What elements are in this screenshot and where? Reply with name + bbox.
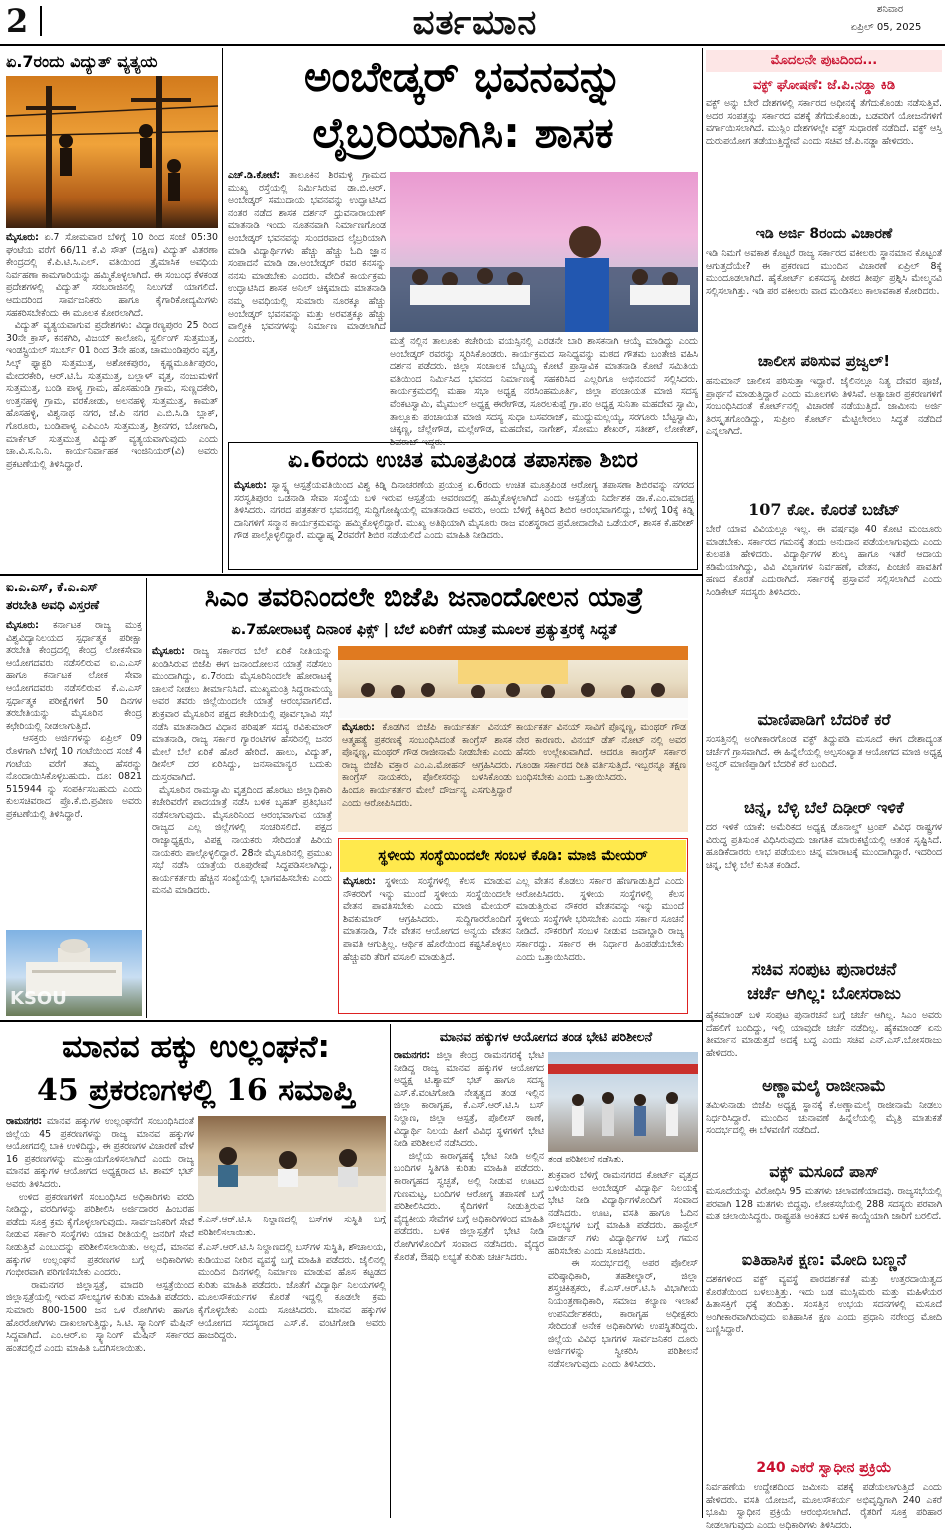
right-s9-body: ಮಸೂದೆಯನ್ನು ವಿರೋಧಿಸಿ 95 ಮತಗಳು ಚಲಾವಣೆಯಾದವು. ರಾಜ್ಯಸಭೆಯಲ್ಲಿ ಪರವಾಗಿ 128 ಮತಗಳು ಬಿದ್ದವು. ಲೋಕಸಭೆಯಲ್ಲಿ 288 ಸದಸ್ಯರು ಪರವಾಗಿ ಮತ ಚಲಾಯಿಸಿದ್ದರು. ರಾಷ್ಟ್ರಪತಿ ಅಂಕಿತದ ಬಳಿಕ ಕಾಯ್ದೆಯಾಗಿ ಜಾರಿಗೆ ಬರಲಿದೆ. xyxy=(706,1186,942,1223)
mayor-col2: ಎಲ್ಲ ವೇತನ ಕೊಡಲು ಸರ್ಕಾರ ಹೆಣಗಾಡುತ್ತಿದೆ ಎಂದು ಆರೋಪಿಸಿದರು. ಸ್ಥಳೀಯ ಸಂಸ್ಥೆಗಳಲ್ಲಿ ಕೆಲಸ ಮಾಡುತ್ತಿರುವ ನೌಕರರ ವೇತನವನ್ನು ಇನ್ನು ಮುಂದೆ ಸ್ಥಳೀಯ ಸಂಸ್ಥೆಗಳೇ ಭರಿಸಬೇಕು ಎಂದು ಸರ್ಕಾರ ಸೂಚನೆ ನೀಡಿದೆ. ನೌಕರರಿಗೆ ಸಂಬಳ ನೀಡುವ ಜವಾಬ್ದಾರಿ ರಾಜ್ಯ ಸರ್ಕಾರದ್ದು. ಸರ್ಕಾರ ಈ ನಿರ್ಧಾರ ಹಿಂಪಡೆಯಬೇಕು ಎಂದು ಒತ್ತಾಯಿಸಿದರು. xyxy=(516,876,684,963)
lead-col2: ಮತ್ತೆ ನಲ್ಲಿನ ತಾಲೂಕು ಕಚೇರಿಯ ವಯಸ್ಸಿನಲ್ಲಿ ಎರಡನೇ ಬಾರಿ ಶಾಸಕನಾಗಿ ಆಯ್ಕೆ ಮಾಡಿದ್ದು ಎಂದು ಅಂಬೇಡ್ಕರ್ ರವರನ್ನು ಸ್ಮರಿಸಿಕೊಂಡರು. ಕಾರ್ಯಕ್ರಮದ ಸಾನಿಧ್ಯವನ್ನು ಮಠದ ಗೌತಮ ಬಂತೇಜಿ ವಹಿಸಿ ದರ್ಶನ ಪಡೆದರು. ಜಿಲ್ಲಾ ಸಂಚಾಲಕ ಬೆಟ್ಟಯ್ಯ ಕೋಟೆ ಪ್ರಾಸ್ತಾವಿಕ ಮಾತನಾಡಿ ಕೋಟೆ ಸಮಿತಿಯ ವತಿಯಿಂದ ನಿರ್ಮಿಸಿದ ಭವನದ ನಿರ್ಮಾಣಕ್ಕೆ ಸಹಕರಿಸಿದ ಎಲ್ಲರಿಗೂ ಅಭಿನಂದನೆ ಸಲ್ಲಿಸಿದರು. ಕಾರ್ಯಕ್ರಮದಲ್ಲಿ ಮಹಾ ಸಭಾ ಅಧ್ಯಕ್ಷ ನರಸಿಂಹಮೂರ್ತಿ, ಜಿಲ್ಲಾ ಪಂಚಾಯತ ಮಾಜಿ ಸದಸ್ಯ ವೆಂಕಟಸ್ವಾಮಿ, ಮೈಮುಲ್ ಅಧ್ಯಕ್ಷ ಈರೇಗೌಡ, ಸೂರಲಕುಪ್ಪೆ ಗ್ರಾ.ಪಂ ಅಧ್ಯಕ್ಷ ಸುನಿತಾ ಮಹದೇವ ಸ್ವಾಮಿ, ತಾಲ್ಲೂಕು ಪಂಚಾಯತ ಮಾಜಿ ಸದಸ್ಯ ಸುಧಾ ಬಸವರಾಜ್, ಮುದ್ದುಮಲ್ಲಯ್ಯ, ಸರಗೂರು ಬೆಟ್ಟಸ್ವಾಮಿ, ಚಿಕ್ಕಣ್ಣ, ಚೆಲ್ಲೇಗೌಡ, ಮಲ್ಲೇಗೌಡ, ಮಹದೇವ, ನಾಗೇಶ್, ಸೋಮು ಶೇಖರ್, ಸತೀಶ್, ಲೋಕೇಶ್, ಶಿವರಾಜ್ ಇದ್ದರು. xyxy=(390,336,698,448)
ias-head-line1: ಐ.ಎ.ಎಸ್, ಕೆ.ಎ.ಎಸ್ xyxy=(6,580,98,594)
bjp-caption-col1: ಮೈಸೂರು: ಕೊಡಗಿನ ಬಿಜೆಪಿ ಕಾರ್ಯಕರ್ತ ವಿನಯ್ ಆತ್ಮಹತ್ಯೆ ಪ್ರಕರಣಕ್ಕೆ ಸಂಬಂಧಿಸಿದಂತೆ ಕಾಂಗ್ರೆಸ್ ಶಾಸಕ ಪೊನ್ನಣ್ಣ, ಮಂಥರ್ ಗೌಡ ರಾಜೀನಾಮೆ ನೀಡಬೇಕು ಎಂದು ರಾಜ್ಯ ಬಿಜೆಪಿ ವಕ್ತಾರ ಎಂ.ಎ.ಮೋಹನ್ ಆಗ್ರಹಿಸಿದರು. ಕಾಂಗ್ರೆಸ್ ನಾಯಕರು, ಪೊಲೀಸರನ್ನು ಬಳಸಿಕೊಂಡು ಹಿಂದೂ ಕಾರ್ಯಕರ್ತರ ಮೇಲೆ ದೌರ್ಜನ್ಯ ಎಸಗುತ್ತಿದ್ದಾರೆ ಎಂದು ಆರೋಪಿಸಿದರು. xyxy=(342,722,513,809)
masthead-title: ವರ್ತಮಾನ xyxy=(412,3,538,43)
ksou-photo xyxy=(6,930,142,1016)
ias-body: ಮೈಸೂರು: ಕರ್ನಾಟಕ ರಾಜ್ಯ ಮುಕ್ತ ವಿಶ್ವವಿದ್ಯಾನಿಲಯದ ಸ್ಪರ್ಧಾತ್ಮಕ ಪರೀಕ್ಷಾ ತರಬೇತಿ ಕೇಂದ್ರದಲ್ಲಿ ಕೇಂದ್ರ ಲೋಕಸೇವಾ ಆಯೋಗದವರು ನಡೆಸಲಿರುವ ಐ.ಎ.ಎಸ್ ಹಾಗೂ ಕರ್ನಾಟಕ ಲೋಕ ಸೇವಾ ಆಯೋಗದವರು ನಡೆಸಲಿರುವ ಕೆ.ಎ.ಎಸ್ ಸ್ಪರ್ಧಾತ್ಮಕ ಪರೀಕ್ಷೆಗಳಿಗೆ 50 ದಿನಗಳ ತರಬೇತಿಯನ್ನು ಮೈಸೂರಿನ ಕೇಂದ್ರ ಕಛೇರಿಯಲ್ಲಿ ನೀಡಲಾಗುತ್ತಿದೆ. ಆಸಕ್ತರು ಅರ್ಜಿಗಳನ್ನು ಏಪ್ರಿಲ್ 09 ರೊಳಗಾಗಿ ಬೆಳಿಗ್ಗೆ 10 ಗಂಟೆಯಿಂದ ಸಂಜೆ 4 ಗಂಟೆಯ ವರೆಗೆ ತಮ್ಮ ಹೆಸರನ್ನು ನೊಂದಾಯಿಸಿಕೊಳ್ಳಬಹುದು. ದೂ: 0821 515944 ನ್ನು ಸಂಪರ್ಕಿಸಬಹುದು ಎಂದು ಕುಲಸಚಿವರಾದ ಪ್ರೊ.ಕೆ.ಬಿ.ಪ್ರವೀಣ ಅವರು ಪ್ರಕಟಣೆಯಲ್ಲಿ ತಿಳಿಸಿದ್ದಾರೆ. xyxy=(6,620,142,820)
hrvisit-col1: ರಾಮನಗರ: ಜಿಲ್ಲಾ ಕೇಂದ್ರ ರಾಮನಗರಕ್ಕೆ ಭೇಟಿ ನೀಡಿದ್ದ ರಾಜ್ಯ ಮಾನವ ಹಕ್ಕುಗಳ ಆಯೋಗದ ಅಧ್ಯಕ್ಷ ಟಿ.ಶ್ಯಾಮ್ ಭಟ್ ಹಾಗೂ ಸದಸ್ಯ ಎಸ್.ಕೆ.ವಂಟಿಗೋಡಿ ನೇತೃತ್ವದ ತಂಡ ಇಲ್ಲಿನ ಜಿಲ್ಲಾ ಕಾರಾಗೃಹ, ಕೆ.ಎಸ್.ಆರ್.ಟಿ.ಸಿ ಬಸ್ ನಿಲ್ದಾಣ, ಜಿಲ್ಲಾ ಆಸ್ಪತ್ರೆ, ಪೊಲೀಸ್ ಠಾಣೆ, ವಿದ್ಯಾರ್ಥಿ ನಿಲಯ ಹೀಗೆ ವಿವಿಧ ಸ್ಥಳಗಳಿಗೆ ಭೇಟಿ ನೀಡಿ ಪರಿಶೀಲನೆ ನಡೆಸಿದರು. ಜಿಲ್ಲೆಯ ಕಾರಾಗೃಹಕ್ಕೆ ಭೇಟಿ ನೀಡಿ ಅಲ್ಲಿನ ಬಂದಿಗಳ ಸ್ಥಿತಿಗತಿ ಕುರಿತು ಮಾಹಿತಿ ಪಡೆದರು. ಕಾರಾಗೃಹದ ಸ್ವಚ್ಛತೆ, ಅಲ್ಲಿ ನೀಡುವ ಊಟದ ಗುಣಮಟ್ಟ, ಬಂದಿಗಳ ಆರೋಗ್ಯ ತಪಾಸಣೆ ಬಗ್ಗೆ ಪರಿಶೀಲಿಸಿದರು. ಕೈದಿಗಳಿಗೆ ನೀಡುತ್ತಿರುವ ವೈದ್ಯಕೀಯ ಸೇವೆಗಳ ಬಗ್ಗೆ ಅಧಿಕಾರಿಗಳಿಂದ ಮಾಹಿತಿ ಪಡೆದರು. ಬಳಿಕ ಜಿಲ್ಲಾಸ್ಪತ್ರೆಗೆ ಭೇಟಿ ನೀಡಿ ರೋಗಿಗಳೊಂದಿಗೆ ಸಂವಾದ ನಡೆಸಿದರು. ವೈದ್ಯರ ಕೊರತೆ, ಔಷಧಿ ಲಭ್ಯತೆ ಕುರಿತು ಚರ್ಚಿಸಿದರು. xyxy=(394,1050,545,1263)
hr-col1: ರಾಮನಗರ: ಮಾನವ ಹಕ್ಕುಗಳ ಉಲ್ಲಂಘನೆಗೆ ಸಂಬಂಧಿಸಿದಂತೆ ಜಿಲ್ಲೆಯ 45 ಪ್ರಕರಣಗಳನ್ನು ರಾಜ್ಯ ಮಾನವ ಹಕ್ಕುಗಳ ಆಯೋಗದಲ್ಲಿ ಬಾಕಿ ಉಳಿದಿದ್ದು, ಈ ಪ್ರಕರಣಗಳ ವಿಚಾರಣೆ ವೇಳೆ 16 ಪ್ರಕರಣಗಳನ್ನು ಮುಕ್ತಾಯಗೊಳಿಸಲಾಗಿದೆ ಎಂದು ರಾಜ್ಯ ಮಾನವ ಹಕ್ಕುಗಳ ಆಯೋಗದ ಅಧ್ಯಕ್ಷರಾದ ಟಿ. ಶಾಮ್ ಭಟ್ ಅವರು ತಿಳಿಸಿದರು. ಉಳಿದ ಪ್ರಕರಣಗಳಿಗೆ ಸಂಬಂಧಿಸಿದ ಅಧಿಕಾರಿಗಳು ವರದಿ ನೀಡಿದ್ದು, ವರದಿಗಳನ್ನು ಪರಿಶೀಲಿಸಿ ಅರ್ಜಿದಾರರ ಹಿಂಬರಹ ಪಡೆದು ಸೂಕ್ತ ಕ್ರಮ ಕೈಗೊಳ್ಳಲಾಗುವುದು. ಸಾರ್ವಜನಿಕರಿಗೆ ಸೇವೆ ನೀಡುವ ಸರ್ಕಾರಿ ಸಂಸ್ಥೆಗಳು ಯಾವ ರೀತಿಯಲ್ಲಿ ಜನರಿಗೆ ಸೇವೆ ನೀಡುತ್ತಿವೆ ಎಂಬುದನ್ನು ಪರಿಶೀಲಿಸಲಾಯಿತು. ಅಲ್ಲದೆ, ಮಾನವ ಹಕ್ಕುಗಳ ಉಲ್ಲಂಘನೆ ಪ್ರಕರಣಗಳ ಬಗ್ಗೆ ಅಧಿಕಾರಿಗಳು ಗಂಭೀರವಾಗಿ ಪರಿಗಣಿಸಬೇಕು ಎಂದರು. ರಾಮನಗರ ಜಿಲ್ಲಾಸ್ಪತ್ರೆ, ಮಾದರಿ ಆಸ್ಪತ್ರೆಯಿಂದ ಜಿಲ್ಲಾಸ್ಪತ್ರೆಯಲ್ಲಿ ಇರುವ ಸೌಲಭ್ಯಗಳ ಕುರಿತು ಮಾಹಿತಿ ಪಡೆದರು. ಸುಮಾರು 800-1500 ಜನ ಒಳ ರೋಗಿಗಳು ಹಾಗೂ ಹೊರರೋಗಿಗಳು ದಾಖಲಾಗುತ್ತಿದ್ದು, ಸಿ.ಟಿ. ಸ್ಕ್ಯಾನಿಂಗ್ ಮೆಷಿನ್ ಸಿದ್ದವಾಗಿದೆ. ಎಂ.ಆರ್.ಐ ಸ್ಕ್ಯಾನಿಂಗ್ ಮೆಷಿನ್ ಸರ್ಕಾರದ ಹಂತದಲ್ಲಿದೆ ಎಂದು ಮಾಹಿತಿ ಒದಗಿಸಲಾಯಿತು. xyxy=(6,1116,195,1354)
lead-headline-line2: ಲೈಬ್ರರಿಯಾಗಿಸಿ: ಶಾಸಕ xyxy=(312,108,614,157)
page-number: 2 xyxy=(6,2,29,40)
right-s9-head: ವಕ್ಫ್ ಮಸೂದೆ ಪಾಸ್ xyxy=(769,1162,879,1181)
event-photo xyxy=(390,172,698,332)
right-s10-body: ದಶಕಗಳಿಂದ ವಕ್ಫ್ ವ್ಯವಸ್ಥೆ ಪಾರದರ್ಶಕತೆ ಮತ್ತು ಉತ್ತರದಾಯಿತ್ವದ ಕೊರತೆಯಿಂದ ಬಳಲುತ್ತಿತ್ತು. ಇದು ಬಡ ಮುಸ್ಲಿಮರು ಮತ್ತು ಮಹಿಳೆಯರ ಹಿತಾಸಕ್ತಿಗೆ ಧಕ್ಕೆ ತಂದಿತ್ತು. ಸಂಸತ್ತಿನ ಉಭಯ ಸದನಗಳಲ್ಲಿ ಮಸೂದೆ ಅಂಗೀಕಾರವಾಗಿರುವುದು ಐತಿಹಾಸಿಕ ಕ್ಷಣ ಎಂದು ಪ್ರಧಾನಿ ನರೇಂದ್ರ ಮೋದಿ ಬಣ್ಣಿಸಿದ್ದಾರೆ. xyxy=(706,1274,942,1336)
right-s4-body: ಬೇರೆ ಯಾವ ವಿವಿಯಲ್ಲೂ ಇಲ್ಲ. ಈ ವರ್ಷವೂ 40 ಕೋಟಿ ಮಂಜೂರು ಮಾಡಬೇಕು. ಸರ್ಕಾರದ ಗಮನಕ್ಕೆ ತಂದು ಅನುದಾನ ಪಡೆಯಲಾಗುವುದು ಎಂದು ಕುಲಪತಿ ಹೇಳಿದರು. ವಿದ್ಯಾರ್ಥಿಗಳ ಶುಲ್ಕ ಹಾಗೂ ಇತರೆ ಆದಾಯ ಕಡಿಮೆಯಾಗಿದ್ದು, ವಿವಿ ವಿಭಾಗಗಳ ನಿರ್ವಹಣೆ, ವೇತನ, ಪಿಂಚಣಿ ಪಾವತಿಗೆ ಹಣದ ಕೊರತೆ ಎದುರಾಗಿದೆ. ಸರ್ಕಾರಕ್ಕೆ ಪ್ರಸ್ತಾವನೆ ಸಲ್ಲಿಸಲಾಗಿದೆ ಎಂದು ಸಿಂಡಿಕೇಟ್ ಸದಸ್ಯರು ತಿಳಿಸಿದರು. xyxy=(706,524,942,598)
camp-headline: ಏ.6ರಂದು ಉಚಿತ ಮೂತ್ರಪಿಂಡ ತಪಾಸಣಾ ಶಿಬಿರ xyxy=(288,448,638,473)
hrvisit-col2: ಶುಕ್ರವಾರ ಬೆಳಿಗ್ಗೆ ರಾಮನಗರದ ಕೋರ್ಟ್ ವೃತ್ತದ ಬಳಿಯಿರುವ ಅಂಬೇಡ್ಕರ್ ವಿದ್ಯಾರ್ಥಿ ನಿಲಯಕ್ಕೆ ಭೇಟಿ ನೀಡಿ ವಿದ್ಯಾರ್ಥಿಗಳೊಂದಿಗೆ ಸಂವಾದ ನಡೆಸಿದರು. ಊಟ, ವಸತಿ ಹಾಗೂ ಓದಿನ ಸೌಲಭ್ಯಗಳ ಬಗ್ಗೆ ಮಾಹಿತಿ ಪಡೆದರು. ಹಾಸ್ಟೆಲ್ ವಾರ್ಡನ್ ಗಳು ವಿದ್ಯಾರ್ಥಿಗಳ ಬಗ್ಗೆ ಗಮನ ಹರಿಸಬೇಕು ಎಂದು ಸೂಚಿಸಿದರು. ಈ ಸಂದರ್ಭದಲ್ಲಿ ಅಪರ ಪೊಲೀಸ್ ವರಿಷ್ಠಾಧಿಕಾರಿ, ತಹಶೀಲ್ದಾರ್, ಜಿಲ್ಲಾ ಶಸ್ತ್ರಚಿಕಿತ್ಸಕರು, ಕೆ.ಎಸ್.ಆರ್.ಟಿ.ಸಿ ವಿಭಾಗೀಯ ನಿಯಂತ್ರಣಾಧಿಕಾರಿ, ಸಮಾಜ ಕಲ್ಯಾಣ ಇಲಾಖೆ ಉಪನಿರ್ದೇಶಕರು, ಕಾರಾಗೃಹ ಅಧೀಕ್ಷಕರು ಸೇರಿದಂತೆ ಅನೇಕ ಅಧಿಕಾರಿಗಳು ಉಪಸ್ಥಿತರಿದ್ದರು. ಜಿಲ್ಲೆಯ ವಿವಿಧ ಭಾಗಗಳ ಸಾರ್ವಜನಿಕರ ದೂರು ಅರ್ಜಿಗಳನ್ನು ಸ್ವೀಕರಿಸಿ ಪರಿಶೀಲನೆ ನಡೆಸಲಾಗುವುದು ಎಂದು ತಿಳಿಸಿದರು. xyxy=(548,1170,698,1370)
hr-photo-caption: ಕೆ.ಎಸ್.ಆರ್.ಟಿ.ಸಿ ನಿಲ್ದಾಣದಲ್ಲಿ ಬಸ್‌ಗಳ ಸುಸ್ಥಿತಿ ಬಗ್ಗೆ ಪರಿಶೀಲಿಸಲಾಯಿತು. xyxy=(198,1215,386,1238)
mayor-col1: ಮೈಸೂರು: ಸ್ಥಳೀಯ ಸಂಸ್ಥೆಗಳಲ್ಲಿ ಕೆಲಸ ಮಾಡುವ ನೌಕರರಿಗೆ ಇನ್ನು ಮುಂದೆ ಸ್ಥಳೀಯ ಸಂಸ್ಥೆಯಿಂದಲೇ ವೇತನ ಪಾವತಿಸಬೇಕು ಎಂದು ಮಾಜಿ ಮೇಯರ್ ಶಿವಕುಮಾರ್ ಆಗ್ರಹಿಸಿದರು. ಸುದ್ದಿಗಾರರೊಂದಿಗೆ ಮಾತನಾಡಿ, 7ನೇ ವೇತನ ಆಯೋಗದ ಅನ್ವಯ ವೇತನ ಪಾವತಿ ಆಗುತ್ತಿಲ್ಲ. ಆರ್ಥಿಕ ಹೊರೆಯಿಂದ ಕಷ್ಟಸಿಕೊಳ್ಳಲು ಹೆಚ್ಚುವರಿ ತೆರಿಗೆ ವಸೂಲಿ ಮಾಡುತ್ತಿದೆ. xyxy=(343,876,511,963)
right-s5-body: ಸಂಸತ್ತಿನಲ್ಲಿ ಅಂಗೀಕಾರಗೊಂಡ ವಕ್ಫ್ ತಿದ್ದುಪಡಿ ಮಸೂದೆ ಈಗ ದೇಶಾದ್ಯಂತ ಚರ್ಚೆಗೆ ಗ್ರಾಸವಾಗಿದೆ. ಈ ಹಿನ್ನೆಲೆಯಲ್ಲಿ ಅಲ್ಪಸಂಖ್ಯಾತ ಆಯೋಗದ ಮಾಜಿ ಅಧ್ಯಕ್ಷ ಅನ್ವರ್ ಮಾಣಿಪ್ಪಾಡಿಗೆ ಬೆದರಿಕೆ ಕರೆ ಬಂದಿದೆ. xyxy=(706,734,942,771)
cm-headline: ಸಿಎಂ ತವರಿನಿಂದಲೇ ಬಿಜೆಪಿ ಜನಾಂದೋಲನ ಯಾತ್ರೆ xyxy=(204,582,644,613)
power-pole-icon xyxy=(6,76,218,228)
right-s3-body: ಹನುಮಾನ್ ಚಾಲೀಸ ಪಠಿಸುತ್ತಾ ಇದ್ದಾರೆ. ಜೈಲಿನಲ್ಲೂ ನಿತ್ಯ ದೇವರ ಪೂಜೆ, ಪ್ರಾರ್ಥನೆ ಮಾಡುತ್ತಿದ್ದಾರೆ ಎಂದು ಮೂಲಗಳು ತಿಳಿಸಿವೆ. ಅತ್ಯಾಚಾರ ಪ್ರಕರಣಗಳಿಗೆ ಸಂಬಂಧಿಸಿದಂತೆ ಕೋರ್ಟ್‌ನಲ್ಲಿ ವಿಚಾರಣೆ ನಡೆಯುತ್ತಿದೆ. ಜಾಮೀನು ಅರ್ಜಿ ತಿರಸ್ಕೃತಗೊಂಡಿದ್ದು, ಸುಪ್ರೀಂ ಕೋರ್ಟ್ ಮೆಟ್ಟಿಲೇರಲು ಸಿದ್ಧತೆ ನಡೆದಿದೆ ಎನ್ನಲಾಗಿದೆ. xyxy=(706,376,942,438)
masthead-date: ಏಪ್ರಿಲ್ 05, 2025 xyxy=(850,22,922,33)
right-s11-body: ನಿರ್ವಹಣೆಯ ಉದ್ದೇಶದಿಂದ ಜಮೀನು ವಶಕ್ಕೆ ಪಡೆಯಲಾಗುತ್ತಿದೆ ಎಂದು ಹೇಳಿದರು. ವಸತಿ ಯೋಜನೆ, ಮೂಲಸೌಕರ್ಯ ಅಭಿವೃದ್ಧಿಗಾಗಿ 240 ಎಕರೆ ಭೂಮಿ ಸ್ವಾಧೀನ ಪ್ರಕ್ರಿಯೆ ಆರಂಭಿಸಲಾಗಿದೆ. ರೈತರಿಗೆ ಸೂಕ್ತ ಪರಿಹಾರ ನೀಡಲಾಗುವುದು ಎಂದು ಅಧಿಕಾರಿಗಳು ತಿಳಿಸಿದರು. xyxy=(706,1482,942,1531)
right-s11-head: 240 ಎಕರೆ ಸ್ವಾಧೀನ ಪ್ರಕ್ರಿಯೆ xyxy=(756,1460,892,1476)
hrvisit-photo-caption: ತಂಡ ಪರಿಶೀಲನೆ ನಡೆಸಿತು. xyxy=(548,1155,624,1165)
masthead-day: ಶನಿವಾರ xyxy=(876,4,904,15)
power-headline: ಏ.7ರಂದು ವಿದ್ಯುತ್ ವ್ಯತ್ಯಯ xyxy=(6,52,158,71)
right-kicker: ಮೊದಲನೇ ಪುಟದಿಂದ... xyxy=(706,50,942,72)
right-s8-body: ತಮಿಳುನಾಡು ಬಿಜೆಪಿ ಅಧ್ಯಕ್ಷ ಸ್ಥಾನಕ್ಕೆ ಕೆ.ಅಣ್ಣಾಮಲೈ ರಾಜೀನಾಮೆ ನೀಡಲು ನಿರ್ಧರಿಸಿದ್ದಾರೆ. ಮುಂದಿನ ಚುನಾವಣೆ ಹಿನ್ನೆಲೆಯಲ್ಲಿ ಮೈತ್ರಿ ಮಾತುಕತೆ ಸಂದರ್ಭದಲ್ಲಿ ಈ ಬೆಳವಣಿಗೆ ನಡೆದಿದೆ. xyxy=(706,1100,942,1137)
right-s1-head: ವಕ್ಫ್ ಘೋಷಣೆ: ಜೆ.ಪಿ.ನಡ್ಡಾ ಕಿಡಿ xyxy=(752,78,896,93)
hr-meeting-photo xyxy=(198,1116,386,1212)
right-s7-body: ಹೈಕಮಾಂಡ್ ಬಳಿ ಸಂಪುಟ ಪುನಾರಚನೆ ಬಗ್ಗೆ ಚರ್ಚೆ ಆಗಿಲ್ಲ. ಸಿಎಂ ಅವರು ದೆಹಲಿಗೆ ಬಂದಿದ್ದು, ಇಲ್ಲಿ ಯಾವುದೇ ಚರ್ಚೆ ನಡೆದಿಲ್ಲ. ಹೈಕಮಾಂಡ್ ಏನು ತೀರ್ಮಾನ ಮಾಡುತ್ತದೆ ಅದಕ್ಕೆ ಬದ್ಧ ಎಂದು ಸಚಿವ ಎನ್.ಎಸ್.ಬೋಸರಾಜು ಹೇಳಿದರು. xyxy=(706,1010,942,1059)
right-s10-head: ಐತಿಹಾಸಿಕ ಕ್ಷಣ: ಮೋದಿ ಬಣ್ಣನೆ xyxy=(741,1250,907,1269)
mayor-headline: ಸ್ಥಳೀಯ ಸಂಸ್ಥೆಯಿಂದಲೇ ಸಂಬಳ ಕೊಡಿ: ಮಾಜಿ ಮೇಯರ್ xyxy=(340,840,686,872)
right-s8-head: ಅಣ್ಣಾಮಲೈ ರಾಜೀನಾಮೆ xyxy=(762,1076,886,1095)
power-article: ಮೈಸೂರು: ಏ.7 ಸೋಮವಾರ ಬೆಳಿಗ್ಗೆ 10 ರಿಂದ ಸಂಜೆ 05:30 ಘಂಟೆಯ ವರೆಗೆ 66/11 ಕೆ.ವಿ ಸೌತ್ (ದಕ್ಷಿಣ) ವಿದ್ಯುತ್ ವಿತರಣಾ ಕೇಂದ್ರದಲ್ಲಿ ಕೆ.ಪಿ.ಟಿ.ಸಿ.ಎಲ್. ವತಿಯಿಂದ ತ್ರೈಮಾಸಿಕ ಅವಧಿಯ ನಿರ್ವಹಣಾ ಕಾಮಗಾರಿಯನ್ನು ಹಮ್ಮಿಕೊಳ್ಳಲಾಗಿದೆ. ಈ ಸಂಬಂಧ ಕೆಳಕಂಡ ಪ್ರದೇಶಗಳಲ್ಲಿ ವಿದ್ಯುತ್ ಸರಬರಾಜಿನಲ್ಲಿ ನಿಲುಗಡೆ ಯಾಗಲಿದೆ. ಆದುದರಿಂದ ಸಾರ್ವಜನಿಕರು ಹಾಗೂ ಕೈಗಾರಿಕೋದ್ಯಮಿಗಳು ಸಹಕರಿಸಬೇಕೆಂದು ಈ ಮೂಲಕ ಕೋರಲಾಗಿದೆ. ವಿದ್ಯುತ್ ವ್ಯತ್ಯಯವಾಗುವ ಪ್ರದೇಶಗಳು: ವಿದ್ಯಾರಣ್ಯಪುರಂ 25 ರಿಂದ 30ನೇ ಕ್ರಾಸ್, ಕನಕಗಿರಿ, ವಿಜಯ್ ಕಾಲೋನಿ, ಸ್ಟರ್ಲಿಂಗ್ ಸುತ್ತಮುತ್ತ, ಇಂಡಸ್ಟ್ರಿಯಲ್ ಸಬರ್ಬ್ 01 ರಿಂದ 3ನೇ ಹಂತ, ಚಾಮುಂಡಿಪುರಂ ವೃತ್ತ, ಸಿಲ್ಕ್ ಫ್ಯಾಕ್ಟರಿ ಸುತ್ತಮುತ್ತ, ಅಶೋಕಪುರಂ, ಕೃಷ್ಣಮೂರ್ತಿಪುರಂ, ಮೇದರಕೇರಿ, ಆರ್.ಟಿ.ಓ ಸುತ್ತಮುತ್ತ, ಬಲ್ಲಾಳ್ ವೃತ್ತ, ನಂಜುಮಳಿಗೆ ಸುತ್ತಮುತ್ತ, ಬಂಡಿ ಪಾಳ್ಯ ಗ್ರಾಮ, ಹೊಸಹುಂಡಿ ಗ್ರಾಮ, ಸುಣ್ಣದಕೇರಿ, ಉತ್ತನಹಳ್ಳಿ ಗ್ರಾಮ, ವರಕೋಡು, ಅಲನಹಳ್ಳಿ ಸುತ್ತಮುತ್ತ, ಕಾಮತ್ ಹೊಸಹಳ್ಳಿ, ವಿಶ್ವನಾಥ ನಗರ, ಜೆ.ಪಿ ನಗರ ಎ.ಬಿ.ಸಿ.ಡಿ ಬ್ಲಾಕ್, ಗೊರೂರು, ಬಂಡಿಪಾಳ್ಯ ಎಪಿಎಂಸಿ ಸುತ್ತಮುತ್ತ, ಶ್ರೀನಗರ, ಬೋಗಾದಿ, ಮಾರ್ಕೆಟ್ ಸುತ್ತಮುತ್ತ ವಿದ್ಯುತ್ ವ್ಯತ್ಯಯವಾಗುವುದು ಎಂದು ಚಾ.ವಿ.ಸ.ನಿ.ನಿ. ಕಾರ್ಯನಿರ್ವಾಹಕ ಇಂಜಿನಿಯರ್(ವಿ) ಅವರು ಪ್ರಕಟಣೆಯಲ್ಲಿ ತಿಳಿಸಿದ್ದಾರೆ. xyxy=(6,232,219,470)
right-s3-head: ಚಾಲೀಸ ಪಠಿಸುವ ಪ್ರಜ್ವಲ್! xyxy=(757,352,891,370)
bjp-meeting-photo xyxy=(338,646,688,718)
hr-col2: ಕೆ.ಎಸ್.ಆರ್.ಟಿ.ಸಿ ನಿಲ್ದಾಣದಲ್ಲಿ ಬಸ್‌ಗಳ ಸುಸ್ಥಿತಿ, ಶೌಚಾಲಯ, ಕುಡಿಯುವ ನೀರಿನ ವ್ಯವಸ್ಥೆ ಬಗ್ಗೆ ಮಾಹಿತಿ ಪಡೆದರು. ಜೈಲಿನಲ್ಲಿ ಮುಂದಿನ ದಿನಗಳಲ್ಲಿ ನಿರ್ಮಾಣ ಮಾಡುವ ಹೊಸ ಕಟ್ಟಡದ ಕುರಿತು ಮಾಹಿತಿ ಪಡೆದರು. ಜೊತೆಗೆ ವಿದ್ಯಾರ್ಥಿ ನಿಲಯಗಳಲ್ಲಿ ಮೂಲಸೌಕರ್ಯಗಳ ಕೊರತೆ ಇದ್ದಲ್ಲಿ ಕೂಡಲೇ ಕ್ರಮ ಕೈಗೊಳ್ಳಬೇಕು ಎಂದು ಸೂಚಿಸಿದರು. ಮಾನವ ಹಕ್ಕುಗಳ ಆಯೋಗದ ಸದಸ್ಯರಾದ ಎಸ್.ಕೆ. ವಂಟಿಗೋಡಿ ಅವರು ಹಾಜರಿದ್ದರು. xyxy=(198,1242,386,1342)
power-photo xyxy=(6,76,218,228)
ksou-photo-text: KSOU xyxy=(10,988,67,1009)
right-s7-head-line2: ಚರ್ಚೆ ಆಗಿಲ್ಲ: ಬೋಸರಾಜು xyxy=(747,984,901,1004)
camp-body: ಮೈಸೂರು: ಸ್ವಾಸ್ಥ್ಯ ಆಸ್ಪತ್ರೆಯವತಿಯಿಂದ ವಿಶ್ವ ಕಿಡ್ನಿ ದಿನಾಚರಣೆಯ ಪ್ರಯುಕ್ತ ಏ.6ರಂದು ಉಚಿತ ಮೂತ್ರಪಿಂಡ ಆರೋಗ್ಯ ತಪಾಸಣಾ ಶಿಬಿರವನ್ನು ನಗರದ ಸರಸ್ವತಿಪುರಂ ಒಡನಾಡಿ ಸೇವಾ ಸಂಸ್ಥೆಯ ಬಳಿ ಇರುವ ಆಸ್ಪತ್ರೆಯ ಆವರಣದಲ್ಲಿ ಹಮ್ಮಿಕೊಳ್ಳಲಾಗಿದೆ ಎಂದು ಆಸ್ಪತ್ರೆಯ ನಿರ್ದೇಶಕ ಡಾ.ಕೆ.ಎಂ.ಮಾದಪ್ಪ ತಿಳಿಸಿದರು. ನಗರದ ಪತ್ರಕರ್ತರ ಭವನದಲ್ಲಿ ಸುದ್ದಿಗೋಷ್ಠಿಯಲ್ಲಿ ಮಾತನಾಡಿದ ಅವರು, ಅಂದು ಬೆಳಿಗ್ಗೆ ಕಿಕ್ಕಿರಿದ ಶಿಬಿರ ಆರಂಭವಾಗಲಿದ್ದು, ಬೆಳಿಗ್ಗೆ 10ಕ್ಕೆ ಕಿಡ್ನಿ ದಾನಿಗಳಿಗೆ ಸನ್ಮಾನ ಕಾರ್ಯಕ್ರಮವನ್ನು ಹಮ್ಮಿಕೊಳ್ಳಲಿದ್ದಾರೆ. ಮುಖ್ಯ ಅತಿಥಿಯಾಗಿ ಮೈಸೂರು ರಾಜ ವಂಶಸ್ಥರಾದ ಪ್ರಮೋದಾದೇವಿ ಒಡೆಯರ್, ಶಾಸಕ ಕೆ.ಹರೀಶ್ ಗೌಡ ಪಾಲ್ಗೊಳ್ಳಲಿದ್ದಾರೆ. ಮಧ್ಯಾಹ್ನ 2ರವರೆಗೆ ಶಿಬಿರ ನಡೆಯಲಿದೆ ಎಂದು ಮಾಹಿತಿ ನೀಡಿದರು. xyxy=(234,480,695,542)
right-s6-body: ದರ ಇಳಿಕೆ ಯಾಕೆ: ಅಮೆರಿಕದ ಅಧ್ಯಕ್ಷ ಡೊನಾಲ್ಡ್ ಟ್ರಂಪ್ ವಿವಿಧ ರಾಷ್ಟ್ರಗಳ ವಿರುದ್ಧ ಪ್ರತಿಸುಂಕ ವಿಧಿಸಿರುವುದು ಜಾಗತಿಕ ಮಾರುಕಟ್ಟೆಯಲ್ಲಿ ಆತಂಕ ಸೃಷ್ಟಿಸಿದೆ. ಹೂಡಿಕೆದಾರರು ಲಾಭ ಪಡೆಯಲು ಚಿನ್ನ ಮಾರಾಟಕ್ಕೆ ಮುಂದಾಗಿದ್ದಾರೆ. ಇದರಿಂದ ಚಿನ್ನ, ಬೆಳ್ಳಿ ಬೆಲೆ ಕುಸಿತ ಕಂಡಿದೆ. xyxy=(706,822,942,871)
hr-headline-line1: ಮಾನವ ಹಕ್ಕು ಉಲ್ಲಂಘನೆ: xyxy=(62,1029,330,1065)
right-s1-body: ವಕ್ಫ್ ಅನ್ನು ಬೇರೆ ದೇಶಗಳಲ್ಲಿ ಸರ್ಕಾರದ ಅಧೀನಕ್ಕೆ ತೆಗೆದುಕೊಂಡು ನಡೆಸುತ್ತಿವೆ. ಅದರ ಸಂಪತ್ತನ್ನು ಸರ್ಕಾರದ ವಶಕ್ಕೆ ತೆಗೆದುಕೊಂಡು, ಬಡವರಿಗೆ ಯೋಜನೆಗಳಿಗೆ ವರ್ಗಾಯಿಸಲಾಗಿದೆ. ಮುಸ್ಲಿಂ ದೇಶಗಳಲ್ಲೇ ವಕ್ಫ್ ಸುಧಾರಣೆ ನಡೆದಿದೆ. ವಕ್ಫ್ ಆಸ್ತಿ ದುರುಪಯೋಗ ತಡೆಯುತ್ತಿದ್ದೇವೆ ಎಂದು ಸಚಿವ ಜೆ.ಪಿ.ನಡ್ಡಾ ಹೇಳಿದರು. xyxy=(706,98,942,147)
hrvisit-headline: ಮಾನವ ಹಕ್ಕುಗಳ ಆಯೋಗದ ತಂಡ ಭೇಟಿ ಪರಿಶೀಲನೆ xyxy=(439,1029,653,1044)
hr-team-photo xyxy=(548,1052,698,1152)
hr-headline-line2: 45 ಪ್ರಕರಣಗಳಲ್ಲಿ 16 ಸಮಾಪ್ತಿ xyxy=(36,1073,356,1108)
cm-col1: ಮೈಸೂರು: ರಾಜ್ಯ ಸರ್ಕಾರದ ಬೆಲೆ ಏರಿಕೆ ನೀತಿಯನ್ನು ಖಂಡಿಸಿರುವ ಬಿಜೆಪಿ ಈಗ ಜನಾಂದೋಲನ ಯಾತ್ರೆ ನಡೆಸಲು ಮುಂದಾಗಿದ್ದು, ಏ.7ರಂದು ಮೈಸೂರಿನಿಂದಲೇ ಹೋರಾಟಕ್ಕೆ ಚಾಲನೆ ನೀಡಲು ತೀರ್ಮಾನಿಸಿದೆ. ಮುಖ್ಯಮಂತ್ರಿ ಸಿದ್ದರಾಮಯ್ಯ ಅವರ ತವರು ಜಿಲ್ಲೆಯಿಂದಲೇ ಯಾತ್ರೆ ಆರಂಭವಾಗಲಿದೆ. ಶುಕ್ರವಾರ ಮೈಸೂರಿನ ಪಕ್ಷದ ಕಚೇರಿಯಲ್ಲಿ ಪೂರ್ವಭಾವಿ ಸಭೆ ನಡೆಸಿ ಮಾತನಾಡಿದ ವಿಧಾನ ಪರಿಷತ್ ಸದಸ್ಯ ರವಿಕುಮಾರ್ ಮಾತನಾಡಿ, ರಾಜ್ಯ ಸರ್ಕಾರ ಗ್ಯಾರಂಟಿಗಳ ಹೆಸರಿನಲ್ಲಿ ಜನರ ಮೇಲೆ ಬೆಲೆ ಏರಿಕೆ ಹೊರೆ ಹೇರಿದೆ. ಹಾಲು, ವಿದ್ಯುತ್, ಡೀಸೆಲ್ ದರ ಏರಿಸಿದ್ದು, ಜನಸಾಮಾನ್ಯರ ಬದುಕು ದುಸ್ತರವಾಗಿದೆ. ಮೈಸೂರಿನ ರಾಮಸ್ವಾಮಿ ವೃತ್ತದಿಂದ ಹೊರಟು ಜಿಲ್ಲಾಧಿಕಾರಿ ಕಚೇರಿವರೆಗೆ ಪಾದಯಾತ್ರೆ ನಡೆಸಿ ಬಳಿಕ ಬೃಹತ್ ಪ್ರತಿಭಟನೆ ನಡೆಸಲಾಗುವುದು. ಮೈಸೂರಿನಿಂದ ಆರಂಭವಾಗುವ ಯಾತ್ರೆ ರಾಜ್ಯದ ಎಲ್ಲ ಜಿಲ್ಲೆಗಳಲ್ಲಿ ಸಂಚರಿಸಲಿದೆ. ಪಕ್ಷದ ರಾಜ್ಯಾಧ್ಯಕ್ಷರು, ವಿಪಕ್ಷ ನಾಯಕರು ಸೇರಿದಂತೆ ಹಿರಿಯ ನಾಯಕರು ಪಾಲ್ಗೊಳ್ಳಲಿದ್ದಾರೆ. 28ನೇ ಮೈಸೂರಿನಲ್ಲಿ ಪ್ರಮುಖ ಸಭೆ ನಡೆಸಿ ಯಾತ್ರೆಯ ರೂಪುರೇಷೆ ಸಿದ್ಧಪಡಿಸಲಾಗಿದ್ದು, ಕಾರ್ಯಕರ್ತರು ಹೆಚ್ಚಿನ ಸಂಖ್ಯೆಯಲ್ಲಿ ಭಾಗವಹಿಸಬೇಕು ಎಂದು ಮನವಿ ಮಾಡಿದರು. xyxy=(152,646,332,897)
cm-subhead: ಏ.7ಹೋರಾಟಕ್ಕೆ ದಿನಾಂಕ ಫಿಕ್ಸ್ | ಬೆಲೆ ಏರಿಕೆಗೆ ಯಾತ್ರೆ ಮೂಲಕ ಪ್ರತ್ಯುತ್ತರಕ್ಕೆ ಸಿದ್ಧತೆ xyxy=(231,622,617,638)
lead-headline-line1: ಅಂಬೇಡ್ಕರ್ ಭವನವನ್ನು xyxy=(303,52,623,101)
right-s4-head: 107 ಕೋ. ಕೊರತೆ ಬಜೆಟ್ xyxy=(748,500,900,519)
right-s2-head: ಇಡಿ ಅರ್ಜಿ 8ರಂದು ವಿಚಾರಣೆ xyxy=(755,226,893,242)
right-s5-head: ಮಾಣಿಪಾಡಿಗೆ ಬೆದರಿಕೆ ಕರೆ xyxy=(757,710,891,729)
right-s7-head-line1: ಸಚಿವ ಸಂಪುಟ ಪುನಾರಚನೆ xyxy=(751,960,897,980)
right-s6-head: ಚಿನ್ನ, ಬೆಳ್ಳಿ ಬೆಲೆ ದಿಢೀರ್ ಇಳಿಕೆ xyxy=(744,798,904,817)
right-s2-body: ಇಡಿ ನಿಮಗೆ ಅವಕಾಶ ಕೊಟ್ಟರೆ ರಾಜ್ಯ ಸರ್ಕಾರದ ವಕೀಲರು ಸ್ಥಾನಮಾನ ಕೊಟ್ಟಂತೆ ಆಗುತ್ತದೆಯೇ? ಈ ಪ್ರಕರಣದ ಮುಂದಿನ ವಿಚಾರಣೆ ಏಪ್ರಿಲ್ 8ಕ್ಕೆ ಮುಂದೂಡಲಾಗಿದೆ. ಹೈಕೋರ್ಟ್ ಏಕಸದಸ್ಯ ಪೀಠದ ತೀರ್ಪು ಪ್ರಶ್ನಿಸಿ ಮೇಲ್ಮನವಿ ಸಲ್ಲಿಸಲಾಗಿತ್ತು. ಇಡಿ ಪರ ವಕೀಲರು ವಾದ ಮಂಡಿಸಲು ಕಾಲಾವಕಾಶ ಕೋರಿದರು. xyxy=(706,248,942,297)
ias-head-line2: ತರಬೇತಿ ಅವಧಿ ವಿಸ್ತರಣೆ xyxy=(6,598,100,612)
lead-col1: ಎಚ್.ಡಿ.ಕೋಟೆ: ತಾಲೂಕಿನ ಶಿರಮಳ್ಳಿ ಗ್ರಾಮದ ಮುಖ್ಯ ರಸ್ತೆಯಲ್ಲಿ ನಿರ್ಮಿಸಿರುವ ಡಾ.ಬಿ.ಆರ್. ಅಂಬೇಡ್ಕರ್ ಸಮುದಾಯ ಭವನವನ್ನು ಉದ್ಘಾಟಿಸಿದ ನಂತರ ನಡೆದ ಶಾಸಕ ದರ್ಶನ್ ಧ್ರುವನಾರಾಯಣ್ ಮಾತನಾಡಿ ಇಂದು ನೂತನವಾಗಿ ನಿರ್ಮಾಣಗೊಂಡ ಅಂಬೇಡ್ಕರ್ ಭವನವನ್ನು ಸುಂದರವಾದ ಲೈಬ್ರರಿಯಾಗಿ ಮಾಡಿ ವಿದ್ಯಾರ್ಥಿಗಳು ಹೆಚ್ಚು ಹೆಚ್ಚು ಓದಿ ಜ್ಞಾನ ಸಂಪಾದನೆ ಮಾಡಿ ಡಾ.ಅಂಬೇಡ್ಕರ್ ರವರ ಕನಸನ್ನು ನನಸು ಮಾಡಬೇಕು ಎಂದರು. ವೇದಿಕೆ ಕಾರ್ಯಕ್ರಮ ಉದ್ಘಾಟಿಸಿದ ಶಾಸಕ ಅನಿಲ್ ಚಿಕ್ಕಮಾದು ಮಾತನಾಡಿ ನಮ್ಮ ಅವಧಿಯಲ್ಲಿ ಸುಮಾರು ನೂರಕ್ಕೂ ಹೆಚ್ಚು ಅಂಬೇಡ್ಕರ್ ಭವನವನ್ನು ಮತ್ತು ಅರವತ್ತಕ್ಕೂ ಹೆಚ್ಚು ವಾಲ್ಮೀಕಿ ಭವನಗಳನ್ನು ನಿರ್ಮಾಣ ಮಾಡಲಾಗಿದೆ ಎಂದರು. xyxy=(228,170,386,345)
bjp-caption-col2: ಕಾರ್ಯಕರ್ತ ವಿನಯ್ ಸಾವಿಗೆ ಪೊನ್ನಣ್ಣ, ಮಂಥರ್ ಗೌಡ ನೇರ ಕಾರಣರು. ವಿನಯ್ ಡೆತ್ ನೋಟ್ ನಲ್ಲಿ ಅವರ ಹೆಸರು ಉಲ್ಲೇಖವಾಗಿದೆ. ಆದರೂ ಕಾಂಗ್ರೆಸ್ ಸರ್ಕಾರ ಗೂಂಡಾ ಸರ್ಕಾರದ ರೀತಿ ವರ್ತಿಸುತ್ತಿದೆ. ಇಬ್ಬರನ್ನೂ ತಕ್ಷಣ ಬಂಧಿಸಬೇಕು ಎಂದು ಒತ್ತಾಯಿಸಿದರು. xyxy=(516,722,686,784)
